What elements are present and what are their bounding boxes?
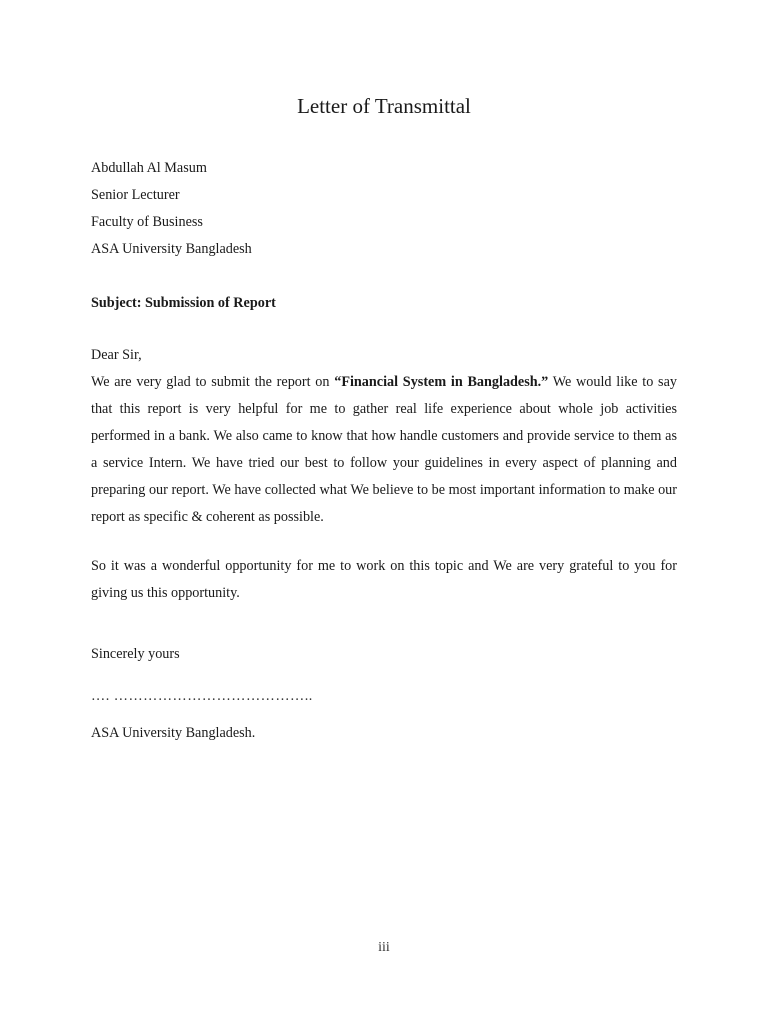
signature-organization: ASA University Bangladesh. xyxy=(91,725,256,741)
paragraph-1-intro: We are very glad to submit the report on xyxy=(91,374,335,390)
subject-line: Subject: Submission of Report xyxy=(91,295,276,311)
page-number: iii xyxy=(378,940,390,955)
recipient-name: Abdullah Al Masum xyxy=(91,160,207,176)
salutation: Dear Sir, xyxy=(91,347,142,363)
signature-line: …. ………………………………….. xyxy=(91,688,313,704)
body-paragraph-1 xyxy=(91,369,677,531)
document-title: Letter of Transmittal xyxy=(297,94,471,118)
report-title-emphasis: “Financial System in Bangladesh.” xyxy=(334,374,549,390)
recipient-position: Senior Lecturer xyxy=(91,187,180,203)
recipient-institution: ASA University Bangladesh xyxy=(91,241,252,257)
recipient-department: Faculty of Business xyxy=(91,214,203,230)
recipient-address xyxy=(91,155,677,263)
paragraph-1-body: We would like to say that this report is very helpful for me to gather real life experience about whole job activities performed in a bank. We also came to know that how handle customers and provide service to them as a service Intern. We have tried our best to follow your guidelines in every aspect of planning and preparing our report. We have collected what We believe to be most important information to make our report as specific & coherent as possible. xyxy=(91,374,677,525)
closing: Sincerely yours xyxy=(91,646,180,662)
body-paragraph-2: So it was a wonderful opportunity for me to work on this topic and We are very grateful to you for giving us this opportunity. xyxy=(91,558,677,601)
